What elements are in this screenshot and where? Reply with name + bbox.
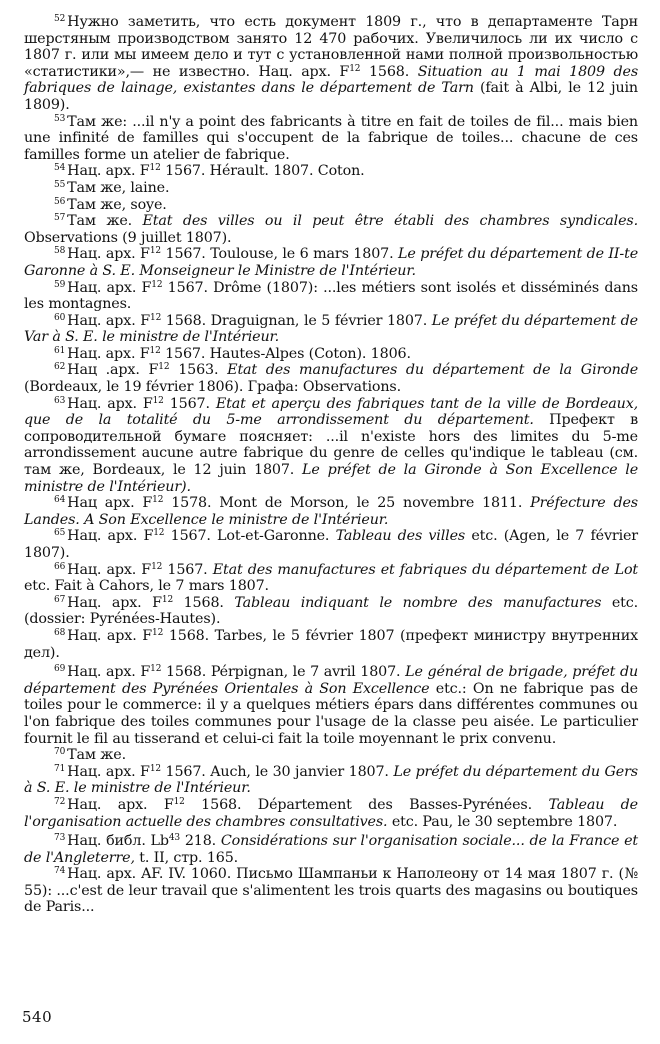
footnote-number: 58 — [54, 246, 66, 257]
italic-text: Considérations sur l'organisation sociale... de la France et de l'Angleterre, — [24, 833, 638, 866]
text-run: Нац арх. F — [67, 495, 153, 512]
text-run: 1567. Toulouse, le 6 mars 1807. — [160, 246, 399, 263]
footnote-57 — [24, 213, 638, 246]
footnote-53 — [24, 114, 638, 164]
text-run: Нац. арх. AF. IV. 1060. Письмо Шампаньи к Наполеону от 14 мая 1807 г. (№ 55): ...c'est de leur travail que s'alimentent les trois quarts des magasins ou boutiques de Paris... — [24, 866, 638, 916]
italic-text: Tableau des villes — [335, 528, 466, 545]
text-run: 1567. — [162, 561, 213, 578]
footnote-number: 74 — [54, 866, 66, 877]
footnote-67 — [24, 595, 638, 628]
text-run: 1563. — [169, 362, 228, 379]
superscript: 12 — [150, 312, 162, 323]
superscript: 12 — [151, 561, 163, 572]
footnote-70 — [24, 747, 638, 764]
italic-text: Le préfet du département du Gers à S. E. le ministre de l'Intérieur. — [24, 763, 638, 797]
text-run: 1567. Drôme (1807): ...les métiers sont isolés et disséminés dans les montagnes. — [24, 279, 638, 313]
text-run: Нац. арх. F — [67, 561, 152, 578]
text-run: 1567. Auch, le 30 janvier 1807. — [160, 763, 394, 780]
footnote-64 — [24, 495, 638, 528]
text-run: 1568. — [360, 63, 418, 80]
footnote-number: 73 — [54, 833, 66, 844]
italic-text: Situation au 1 mai 1809 des fabriques de lainage, existantes dans le département de Tarn — [24, 63, 639, 97]
footnote-66 — [24, 562, 638, 595]
text-run: 1568. Tarbes, le 5 février 1807 (префект министру внутренних дел). — [24, 627, 638, 661]
text-run: 218. — [180, 833, 221, 850]
footnote-73 — [24, 833, 638, 866]
footnotes-block — [24, 14, 638, 916]
text-run: 1568. Draguignan, le 5 février 1807. — [161, 312, 432, 329]
footnote-54 — [24, 163, 638, 180]
superscript: 12 — [152, 495, 164, 506]
superscript: 12 — [149, 163, 161, 174]
superscript: 43 — [168, 833, 181, 844]
text-run: Нужно заметить, что есть документ 1809 г., что в департаменте Тарн шерстяным производством занято 12 470 рабочих. Увеличилось ли их число с 1807 г. или мы имеем дело и тут с установленной нами полной произвольностью «статистики»,— не известно. Нац. арх. F — [24, 14, 638, 80]
italic-text: Le préfet du département de II-te Garonne à S. E. Monseigneur le Ministre de l'Intérieur. — [24, 246, 639, 279]
text-run: 1568. — [173, 594, 235, 611]
text-run: Нац. арх. F — [67, 246, 150, 263]
text-run: Префект в сопроводительной бумаге поясняет: ...il n'existe hors des limites du 5-me arrondissement aucune autre fabrique du genre de celles qu'indique le tableau (см. там же, Bordeaux, le 12 juin 1807. — [24, 412, 639, 479]
text-run: (fait à Albi, le 12 juin 1809). — [24, 80, 638, 113]
footnote-number: 59 — [54, 279, 66, 290]
text-run: Нац. арх. F — [67, 312, 150, 329]
superscript: 12 — [151, 279, 163, 290]
text-run: 1578. Mont de Morson, le 25 novembre 1811. — [163, 495, 531, 512]
italic-text: Etat des manufactures du département de la Gironde — [227, 362, 639, 379]
text-run: Там же, laine. — [67, 179, 170, 196]
footnote-number: 52 — [54, 14, 66, 24]
footnote-56 — [24, 197, 638, 214]
footnote-number: 66 — [54, 561, 66, 572]
footnote-number: 62 — [54, 362, 66, 373]
text-run: Нац. библ. Lb — [67, 833, 169, 850]
text-run: Нац. арх. F — [67, 594, 162, 611]
superscript: 12 — [150, 664, 162, 675]
superscript: 12 — [149, 763, 161, 774]
superscript: 12 — [149, 246, 161, 257]
footnote-number: 60 — [54, 312, 66, 323]
text-run: 1567. Lot-et-Garonne. — [164, 528, 336, 545]
footnote-68 — [24, 628, 638, 661]
text-run: Там же: ...il n'y a point des fabricants à titre en fait de toiles de fil... mais bien une infinité de familles qui s'occupent de la fabrique de toiles... chacune de ces familles forme un atelier de fabrique. — [24, 113, 638, 163]
text-run: Нац. арх. F — [67, 528, 154, 545]
superscript: 12 — [153, 528, 165, 539]
footnote-number: 63 — [54, 395, 66, 406]
text-run: etc. (Agen, le 7 février 1807). — [24, 528, 638, 561]
superscript: 12 — [349, 63, 361, 74]
footnote-61 — [24, 346, 638, 363]
text-run: Там же. — [67, 213, 143, 230]
footnote-65 — [24, 528, 638, 561]
italic-text: Le préfet du département de Var à S. E. le ministre de l'Intérieur. — [24, 312, 638, 346]
superscript: 12 — [149, 345, 161, 356]
text-run: etc. (dossier: Pyrénées-Hautes). — [24, 594, 639, 628]
footnote-number: 67 — [54, 594, 66, 605]
italic-text: Tableau indiquant le nombre des manufactures — [234, 594, 602, 611]
text-run: etc. Pau, le 30 septembre 1807. — [387, 813, 618, 830]
text-run: 1567. — [163, 395, 216, 412]
text-run: Нац. арх. F — [67, 796, 174, 813]
superscript: 12 — [152, 395, 164, 406]
text-run: 1568. Pérpignan, le 7 avril 1807. — [161, 664, 406, 681]
text-run: etc.: On ne fabrique pas de toiles pour le commerce: il y a quelques métiers épars dans différentes communes ou l'on fabrique des toiles communes pour l'usage de la classe peu aisée. Le particulier fournit le fil au tisserand et celui-ci fait la toile moyennant le prix convenu. — [24, 680, 638, 747]
footnote-number: 71 — [54, 763, 66, 774]
text-run: Нац. арх. F — [67, 763, 150, 780]
footnote-63 — [24, 396, 638, 496]
footnote-55 — [24, 180, 638, 197]
footnote-number: 72 — [54, 796, 66, 807]
text-run: Там же, soye. — [67, 196, 167, 213]
text-run: t. II, стр. 165. — [134, 849, 239, 866]
footnote-74 — [24, 866, 638, 916]
superscript: 12 — [173, 796, 185, 807]
text-run: (Bordeaux, le 19 février 1806). Графа: Observations. — [24, 379, 402, 396]
footnote-number: 69 — [54, 664, 66, 675]
text-run: 1567. Hérault. 1807. Coton. — [160, 163, 365, 180]
footnote-62 — [24, 362, 638, 395]
text-run: 1568. Département des Basses-Pyrénées. — [184, 796, 549, 813]
page-number: 540 — [22, 1008, 53, 1026]
footnote-number: 68 — [54, 627, 66, 638]
footnote-number: 56 — [54, 196, 66, 207]
footnote-72 — [24, 797, 638, 830]
text-run: Нац .арх. F — [67, 362, 159, 379]
footnote-number: 64 — [54, 495, 66, 506]
footnote-59 — [24, 280, 638, 313]
italic-text: Etat des villes ou il peut être établi des chambres syndicales. — [142, 213, 638, 230]
text-run: 1567. Hautes-Alpes (Coton). 1806. — [160, 345, 411, 362]
italic-text: Etat et aperçu des fabriques tant de la ville de Bordeaux, que de la totalité du 5-me arrondissement du département. — [24, 395, 638, 429]
text-run: Там же. — [67, 747, 126, 764]
text-run: Observations (9 juillet 1807). — [24, 229, 232, 246]
text-run: Нац. арх. F — [67, 279, 152, 296]
footnote-58 — [24, 246, 638, 279]
superscript: 12 — [152, 627, 164, 638]
superscript: 12 — [158, 362, 170, 373]
footnote-number: 65 — [54, 528, 66, 539]
text-run: Нац. арх. F — [67, 627, 153, 644]
footnote-71 — [24, 764, 638, 797]
superscript: 12 — [161, 594, 174, 605]
italic-text: Tableau de l'organisation actuelle des chambres consultatives. — [24, 796, 638, 830]
footnote-number: 53 — [54, 113, 66, 124]
italic-text: Préfecture des Landes. A Son Excellence le ministre de l'Intérieur. — [24, 495, 638, 528]
footnote-number: 54 — [54, 163, 66, 174]
text-run: etc. Fait à Cahors, le 7 mars 1807. — [24, 578, 269, 595]
text-run: Нац. арх. F — [67, 345, 150, 362]
text-run: Нац. арх. F — [67, 395, 153, 412]
footnote-number: 55 — [54, 179, 66, 190]
footnote-52 — [24, 14, 638, 114]
italic-text: Etat des manufactures et fabriques du département de Lot — [212, 561, 639, 578]
text-run: Нац. арх. F — [67, 163, 150, 180]
italic-text: Le préfet de la Gironde à Son Excellence le ministre de l'Intérieur). — [24, 462, 639, 495]
text-run: Нац. арх. F — [67, 664, 151, 681]
footnote-number: 61 — [54, 345, 66, 356]
footnote-60 — [24, 313, 638, 346]
footnote-number: 70 — [54, 747, 66, 758]
footnote-69 — [24, 664, 638, 747]
footnote-number: 57 — [54, 213, 66, 224]
italic-text: Le général de brigade, préfet du département des Pyrénées Orientales à Son Excellence — [24, 664, 639, 697]
